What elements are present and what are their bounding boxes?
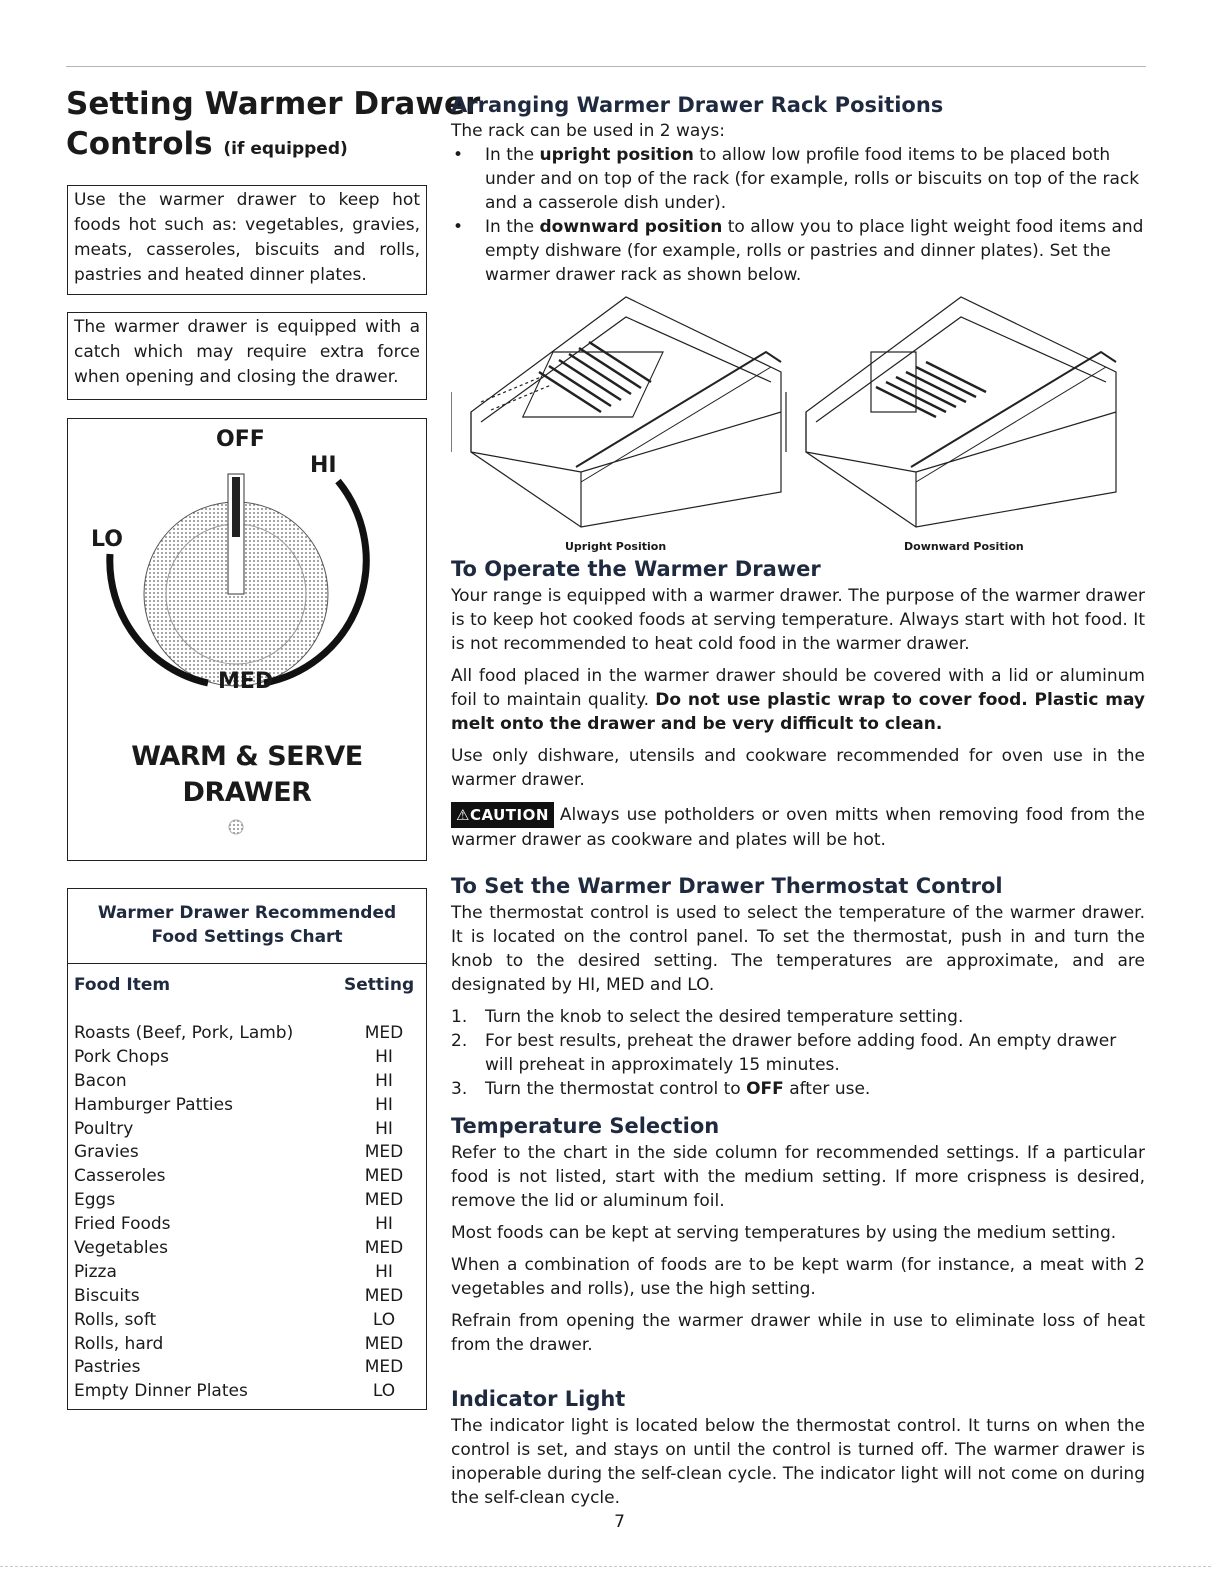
caution-label: CAUTION xyxy=(469,806,549,824)
table-row xyxy=(74,1069,420,1093)
caption-downward: Downward Position xyxy=(904,540,1024,553)
title-suffix: (if equipped) xyxy=(223,139,348,159)
food-item: Pork Chops xyxy=(74,1046,169,1067)
catch-note-text: The warmer drawer is equipped with a catch which may require extra force when opening and closing the drawer. xyxy=(74,317,420,387)
table-row xyxy=(74,1212,420,1236)
bullet-2-post: to allow you to place light weight food items and empty dishware (for example, rolls or pastries and dinner plates). Set the warmer drawer rack as shown below. xyxy=(485,217,1144,285)
food-setting: HI xyxy=(375,1261,393,1282)
step-text-end: after use. xyxy=(783,1079,871,1099)
table-row xyxy=(74,1021,420,1045)
food-item: Fried Foods xyxy=(74,1214,171,1235)
column-header-food-item: Food Item xyxy=(74,975,171,995)
list-item xyxy=(451,1077,1145,1101)
top-rule xyxy=(66,66,1146,67)
step-text: Turn the knob to select the desired temperature setting. xyxy=(485,1007,964,1027)
table-row xyxy=(74,1260,420,1284)
list-item: • In the upright position to allow low profile food items to be placed both under and on top of the rack (for example, rolls or biscuits on top of the rack and a casserole dish under). xyxy=(453,145,1140,213)
food-item: Empty Dinner Plates xyxy=(74,1381,248,1402)
step-number: 2. xyxy=(451,1031,468,1051)
rack-position-figure xyxy=(451,292,1145,554)
list-item: • In the downward position to allow you to place light weight food items and empty dishware (for example, rolls or pastries and dinner plates). Set the warmer drawer rack as shown below. xyxy=(453,217,1144,285)
bullet-1-bold: upright position xyxy=(539,145,694,165)
chart-title-line-1: Warmer Drawer Recommended xyxy=(97,903,397,923)
usage-note-text: Use the warmer drawer to keep hot foods hot such as: vegetables, gravies, meats, casseroles, biscuits and rolls, pastries and heated dinner plates. xyxy=(74,190,420,285)
temperature-paragraph-3: When a combination of foods are to be kept warm (for instance, a meat with 2 vegetables and rolls), use the high setting. xyxy=(451,1255,1145,1299)
step-number: 3. xyxy=(451,1079,468,1099)
panel-title-line-1: WARM & SERVE xyxy=(131,741,363,772)
operate-section xyxy=(451,556,1145,852)
thermostat-paragraph: The thermostat control is used to select the temperature of the warmer drawer. It is located on the control panel. To set the thermostat, push in and turn the knob to the desired setting. The temperatures are approximate, and are designated by HI, MED and LO. xyxy=(451,903,1145,995)
bullet-1-pre: In the xyxy=(485,145,540,165)
food-setting: HI xyxy=(375,1046,393,1067)
temperature-paragraph-4: Refrain from opening the warmer drawer while in use to eliminate loss of heat from the drawer. xyxy=(451,1311,1145,1355)
food-setting: LO xyxy=(372,1381,396,1402)
title-line-2: Controls xyxy=(66,126,213,162)
table-row xyxy=(74,1117,420,1141)
caution-badge: ⚠CAUTION xyxy=(451,802,554,828)
caution-text: Always use potholders or oven mitts when removing food from the warmer drawer as cookware and plates will be hot. xyxy=(451,805,1145,850)
dial-label-hi: HI xyxy=(310,453,337,478)
food-item: Rolls, soft xyxy=(74,1309,157,1330)
food-item: Pizza xyxy=(74,1261,117,1282)
food-item: Biscuits xyxy=(74,1285,140,1306)
chart-divider xyxy=(68,963,426,964)
table-row xyxy=(74,1140,420,1164)
operate-heading: To Operate the Warmer Drawer xyxy=(451,557,821,581)
control-dial-panel xyxy=(67,418,427,861)
rack-position-list xyxy=(451,143,1145,287)
chart-rows xyxy=(74,1021,420,1403)
bullet-2-bold: downward position xyxy=(539,217,723,237)
operate-paragraph-2 xyxy=(451,664,1145,736)
food-item: Pastries xyxy=(74,1357,141,1378)
dial-label-off: OFF xyxy=(216,427,265,452)
food-setting: MED xyxy=(364,1023,404,1043)
temperature-paragraph-2: Most foods can be kept at serving temperatures by using the medium setting. xyxy=(451,1223,1117,1243)
list-item xyxy=(451,1005,1145,1029)
operate-paragraph-3: Use only dishware, utensils and cookware recommended for oven use in the warmer drawer. xyxy=(451,746,1145,790)
food-setting: LO xyxy=(372,1309,396,1330)
food-item: Roasts (Beef, Pork, Lamb) xyxy=(74,1023,294,1043)
indicator-section xyxy=(451,1386,1145,1510)
table-row xyxy=(74,1045,420,1069)
food-item: Gravies xyxy=(74,1142,139,1163)
table-row xyxy=(74,1284,420,1308)
food-setting: MED xyxy=(364,1333,404,1354)
thermostat-section xyxy=(451,873,1145,1101)
downward-drawer-illustration xyxy=(786,297,1116,527)
indicator-light-icon xyxy=(229,820,243,834)
temperature-paragraph-1: Refer to the chart in the side column for recommended settings. If a particular food is not listed, start with the medium setting. If more crispness is desired, remove the lid or aluminum foil. xyxy=(451,1143,1145,1211)
panel-title-line-2: DRAWER xyxy=(182,777,312,808)
table-row xyxy=(74,1093,420,1117)
drawer-illustrations xyxy=(451,292,1145,554)
page-number: 7 xyxy=(614,1512,625,1532)
upright-drawer-illustration xyxy=(451,297,781,527)
food-setting: MED xyxy=(364,1238,404,1259)
food-setting: HI xyxy=(375,1118,393,1139)
title-line-1: Setting Warmer Drawer xyxy=(66,86,481,122)
food-item: Eggs xyxy=(74,1190,116,1211)
step-number: 1. xyxy=(451,1007,468,1027)
step-text: Turn the thermostat control to xyxy=(485,1079,747,1099)
operate-p2-warning: Do not use plastic wrap to cover food. Plastic may melt onto the drawer and be very difficult to clean. xyxy=(451,690,1145,734)
dial-label-lo: LO xyxy=(91,527,123,552)
dial-label-med: MED xyxy=(218,669,274,694)
operate-paragraph-1: Your range is equipped with a warmer drawer. The purpose of the warmer drawer is to keep hot cooked foods at serving temperature. Always start with hot food. It is not recommended to heat cold food in the warmer drawer. xyxy=(451,586,1145,654)
food-settings-chart xyxy=(67,888,427,1410)
food-setting: MED xyxy=(364,1357,404,1378)
food-item: Vegetables xyxy=(74,1238,168,1259)
step-text-bold: OFF xyxy=(746,1079,784,1099)
food-item: Poultry xyxy=(74,1118,134,1139)
knob-indicator xyxy=(232,477,240,537)
food-setting: MED xyxy=(364,1142,404,1163)
food-item: Casseroles xyxy=(74,1166,166,1187)
table-row xyxy=(74,1355,420,1379)
table-row xyxy=(74,1164,420,1188)
chart-title-line-2: Food Settings Chart xyxy=(151,927,343,947)
operate-p2-text: All food placed in the warmer drawer should be covered with a lid or aluminum foil to maintain quality. xyxy=(451,666,1145,710)
food-setting: MED xyxy=(364,1190,404,1211)
food-item: Hamburger Patties xyxy=(74,1094,233,1115)
list-item xyxy=(451,1029,1145,1077)
food-setting: MED xyxy=(364,1285,404,1306)
arranging-section xyxy=(451,92,1145,287)
thermostat-heading: To Set the Warmer Drawer Thermostat Control xyxy=(451,874,1003,898)
food-setting: HI xyxy=(375,1070,393,1091)
indicator-heading: Indicator Light xyxy=(451,1387,626,1411)
bullet-1-post: to allow low profile food items to be placed both under and on top of the rack (for example, rolls or biscuits on top of the rack and a casserole dish under). xyxy=(485,145,1140,213)
chart-title xyxy=(68,901,426,949)
bottom-rule xyxy=(0,1566,1211,1567)
usage-note xyxy=(67,185,427,295)
bullet-2-pre: In the xyxy=(485,217,540,237)
temperature-section xyxy=(451,1113,1145,1357)
indicator-paragraph: The indicator light is located below the thermostat control. It turns on when the control is set, and stays on until the control is turned off. The warmer drawer is inoperable during the self-clean cycle. The indicator light will not come on during the self-clean cycle. xyxy=(451,1416,1145,1508)
food-item: Rolls, hard xyxy=(74,1333,164,1354)
arranging-intro: The rack can be used in 2 ways: xyxy=(451,121,725,141)
table-row xyxy=(74,1379,420,1403)
food-setting: HI xyxy=(375,1094,393,1115)
step-text: For best results, preheat the drawer before adding food. An empty drawer will preheat in approximately 15 minutes. xyxy=(485,1031,1117,1075)
table-row xyxy=(74,1332,420,1356)
table-row xyxy=(74,1236,420,1260)
column-header-setting: Setting xyxy=(344,975,415,995)
caption-upright: Upright Position xyxy=(565,540,667,553)
thermostat-steps xyxy=(451,1005,1145,1101)
catch-note xyxy=(67,312,427,400)
arranging-heading: Arranging Warmer Drawer Rack Positions xyxy=(451,93,944,117)
caution-paragraph xyxy=(451,802,1145,852)
food-item: Bacon xyxy=(74,1070,127,1091)
food-setting: HI xyxy=(375,1214,393,1235)
section-title xyxy=(66,84,480,169)
table-row xyxy=(74,1188,420,1212)
food-setting: MED xyxy=(364,1166,404,1187)
temperature-heading: Temperature Selection xyxy=(451,1114,720,1138)
table-row xyxy=(74,1308,420,1332)
